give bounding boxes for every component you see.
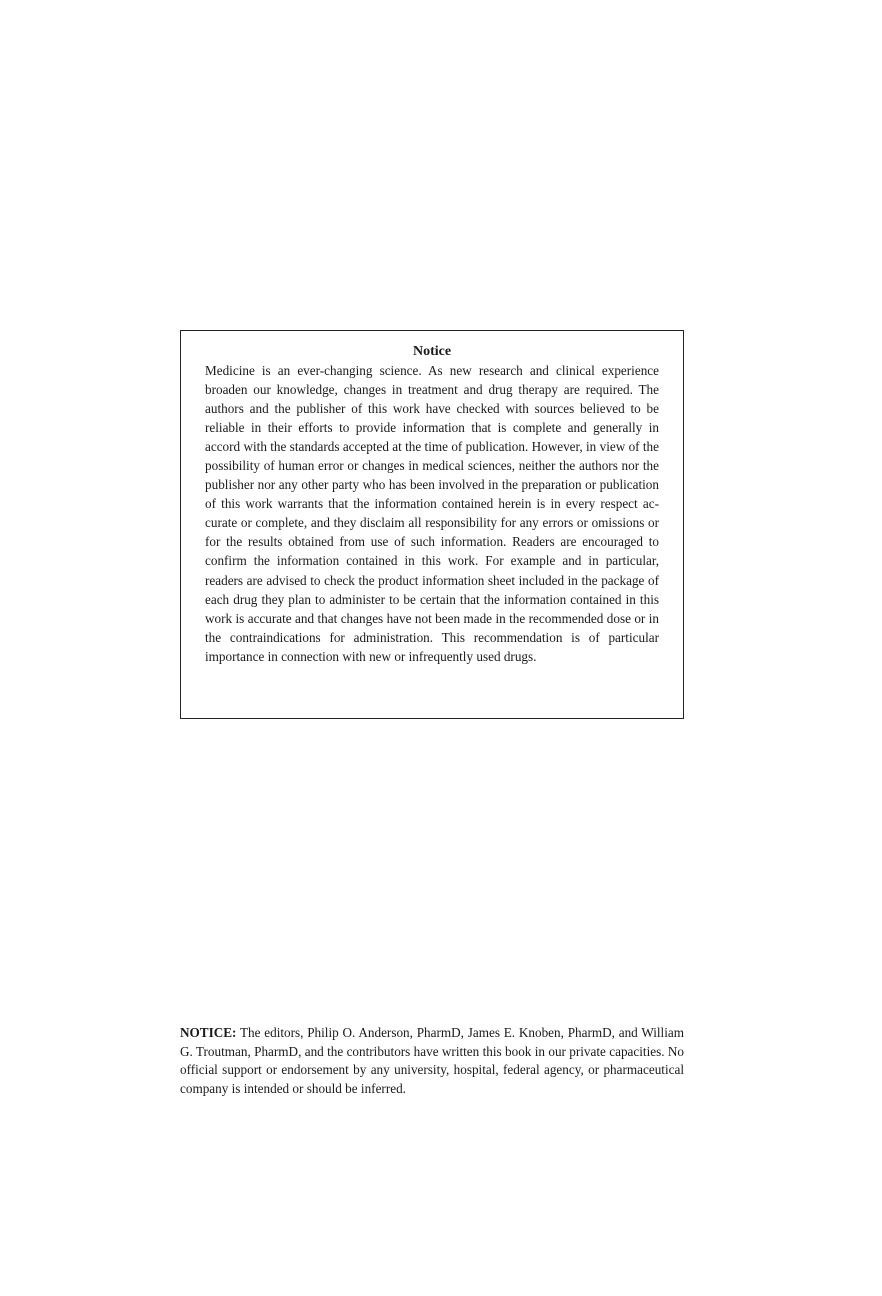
notice-title: Notice [412, 344, 452, 359]
footer-notice [180, 1024, 684, 1098]
notice-body: Medicine is an ever-changing science. As new research and clinical experience broaden our knowledge, changes in treatment and drug therapy are required. The authors and the publisher of this work have checked with sources believed to be reliable in their efforts to provide information that is complete and generally in accord with the standards accepted at the time of publication. However, in view of the possibility of human error or changes in medical sciences, neither the authors nor the publisher nor any other party who has been involved in the preparation or publication of this work warrants that the information contained herein is in every respect accurate or complete, and they disclaim all responsibility for any errors or omissions or for the results obtained from use of such information. Readers are encouraged to confirm the information contained in this work. For example and in particular, readers are advised to check the product information sheet included in the package of each drug they plan to administer to be certain that the information contained in this work is accurate and that changes have not been made in the recommended dose or in the contraindications for administration. This recommendation is of particular importance in connection with new or infrequently used drugs. [205, 363, 659, 664]
notice-box [180, 330, 684, 719]
footer-notice-label: NOTICE: [180, 1025, 237, 1040]
footer-notice-text: The editors, Philip O. Anderson, PharmD, James E. Knoben, PharmD, and William G. Troutman, PharmD, and the contributors have written this book in our private capacities. No official support or endorsement by any university, hospital, federal agency, or pharmaceutical company is intended or should be inferred. [180, 1025, 684, 1096]
